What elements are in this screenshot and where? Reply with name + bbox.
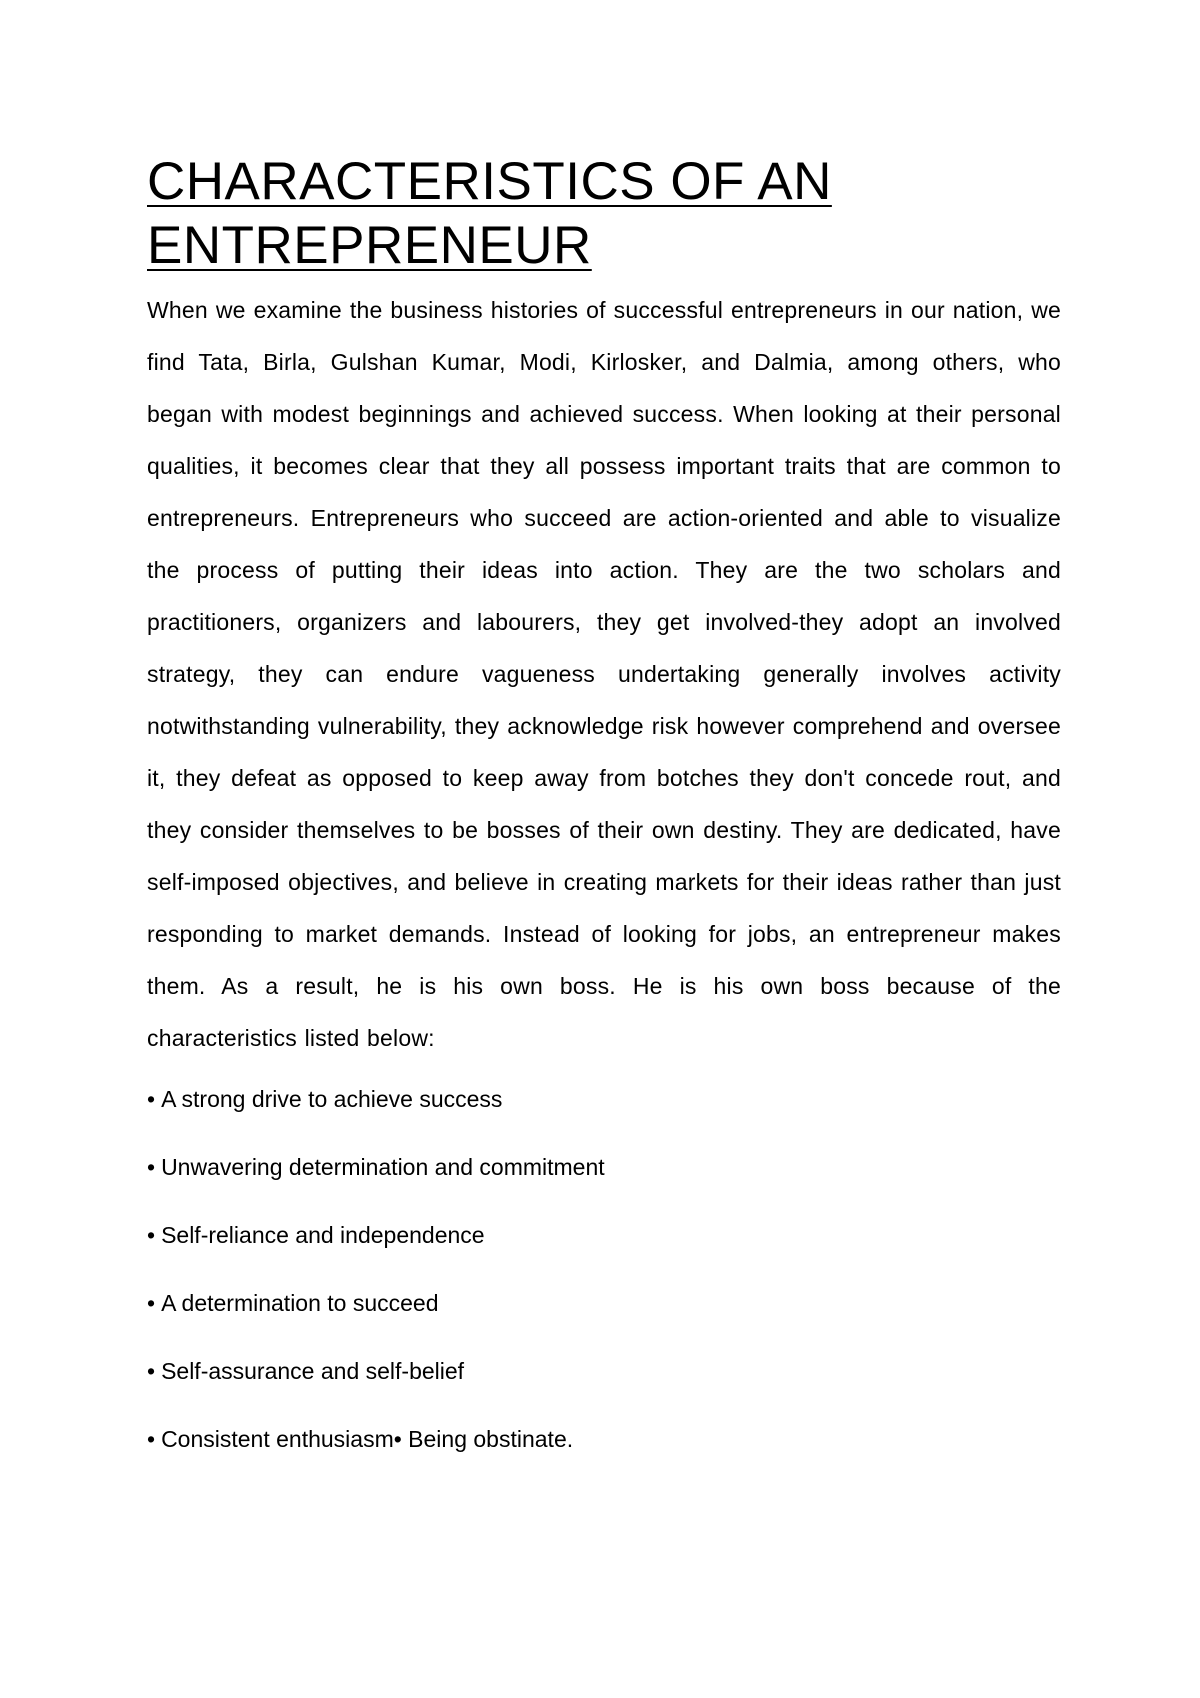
list-item-text: A strong drive to achieve success [161,1086,503,1112]
list-item [147,1422,1061,1456]
body-paragraph: When we examine the business histories of successful entrepreneurs in our nation, we find Tata, Birla, Gulshan Kumar, Modi, Kirlosker, and Dalmia, among others, who began with modest beginnings and achieved success. When looking at their personal qualities, it becomes clear that they all possess important traits that are common to entrepreneurs. Entrepreneurs who succeed are action-oriented and able to visualize the process of putting their ideas into action. They are the two scholars and practitioners, organizers and labourers, they get involved-they adopt an involved strategy, they can endure vagueness undertaking generally involves activity notwithstanding vulnerability, they acknowledge risk however comprehend and oversee it, they defeat as opposed to keep away from botches they don't concede rout, and they consider themselves to be bosses of their own destiny. They are dedicated, have self-imposed objectives, and believe in creating markets for their ideas rather than just responding to market demands. Instead of looking for jobs, an entrepreneur makes them. As a result, he is his own boss. He is his own boss because of the characteristics listed below: [147,297,1061,1051]
bullet-icon: • [147,1154,156,1180]
list-item [147,1218,1061,1252]
bullet-icon: • [147,1086,156,1112]
list-item-text: Self-assurance and self-belief [161,1358,465,1384]
list-item [147,1082,1061,1116]
document-title [147,150,1061,278]
list-item-text: Consistent enthusiasm• Being obstinate. [161,1426,574,1452]
list-item-text: A determination to succeed [161,1290,439,1316]
bullet-icon: • [147,1426,156,1452]
list-item [147,1150,1061,1184]
title-line-2: ENTREPRENEUR [147,216,592,275]
bullet-icon: • [147,1358,156,1384]
list-item-text: Unwavering determination and commitment [161,1154,605,1180]
characteristics-list [147,1082,1061,1456]
list-item-text: Self-reliance and independence [161,1222,485,1248]
list-item [147,1354,1061,1388]
list-item [147,1286,1061,1320]
bullet-icon: • [147,1222,156,1248]
bullet-icon: • [147,1290,156,1316]
document-content [147,150,1061,1490]
title-line-1: CHARACTERISTICS OF AN [147,152,832,211]
